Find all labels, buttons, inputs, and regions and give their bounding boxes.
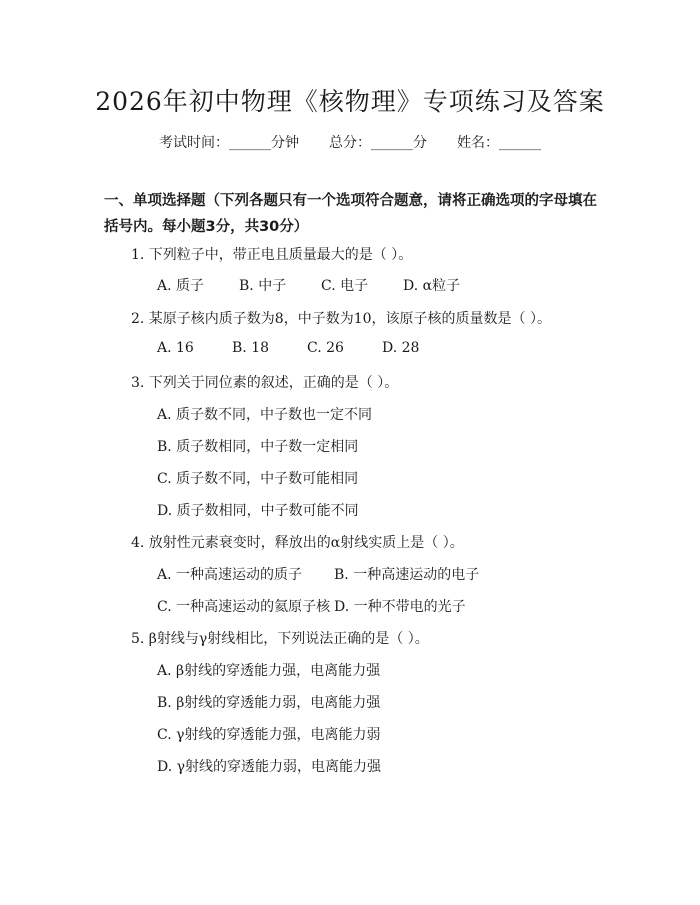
question-2-stem: 2. 某原子核内质子数为8，中子数为10，该原子核的质量数是（ ）。 bbox=[131, 311, 551, 327]
question-1-stem: 1. 下列粒子中，带正电且质量最大的是（ ）。 bbox=[131, 247, 413, 263]
option: C. 质子数不同，中子数可能相同 bbox=[157, 471, 359, 487]
option: B. 一种高速运动的电子 bbox=[334, 567, 480, 583]
option: B. 质子数相同，中子数一定相同 bbox=[157, 439, 359, 455]
option: A. β射线的穿透能力强，电离能力强 bbox=[157, 663, 381, 679]
option: D. γ射线的穿透能力弱，电离能力强 bbox=[157, 759, 381, 775]
exam-time: 考试时间：______分钟 bbox=[159, 135, 299, 151]
page-title: 2026年初中物理《核物理》专项练习及答案 bbox=[95, 87, 605, 116]
question-3-stem: 3. 下列关于同位素的叙述，正确的是（ ）。 bbox=[131, 375, 399, 391]
option: B. 18 bbox=[232, 340, 270, 356]
option: D. α粒子 bbox=[403, 278, 461, 294]
option: D. 一种不带电的光子 bbox=[334, 599, 466, 615]
option: C. 电子 bbox=[321, 278, 369, 294]
question-5-stem: 5. β射线与γ射线相比，下列说法正确的是（ ）。 bbox=[131, 631, 429, 647]
question-4-stem: 4. 放射性元素衰变时，释放出的α射线实质上是（ ）。 bbox=[131, 535, 464, 551]
option: B. 中子 bbox=[239, 278, 287, 294]
exam-score: 总分：______分 bbox=[329, 135, 427, 151]
option: A. 质子 bbox=[157, 278, 205, 294]
option: C. γ射线的穿透能力强，电离能力弱 bbox=[157, 727, 381, 743]
option: A. 质子数不同，中子数也一定不同 bbox=[157, 407, 373, 423]
option: A. 16 bbox=[157, 340, 194, 356]
option: C. 26 bbox=[307, 340, 344, 356]
question-2-options bbox=[157, 340, 419, 356]
exam-name: 姓名：______ bbox=[457, 135, 541, 151]
option: D. 质子数相同，中子数可能不同 bbox=[157, 503, 359, 519]
option: C. 一种高速运动的氦原子核 bbox=[157, 599, 331, 615]
exam-meta bbox=[0, 132, 700, 152]
option: D. 28 bbox=[382, 340, 420, 356]
option: A. 一种高速运动的质子 bbox=[157, 567, 303, 583]
option: B. β射线的穿透能力弱，电离能力强 bbox=[157, 695, 381, 711]
question-1-options bbox=[157, 275, 460, 295]
question-4-options-2 bbox=[157, 596, 466, 616]
question-4-options bbox=[157, 564, 479, 584]
section-heading: 一、单项选择题（下列各题只有一个选项符合题意，请将正确选项的字母填在括号内。每小题3分，共30分） bbox=[104, 193, 597, 235]
